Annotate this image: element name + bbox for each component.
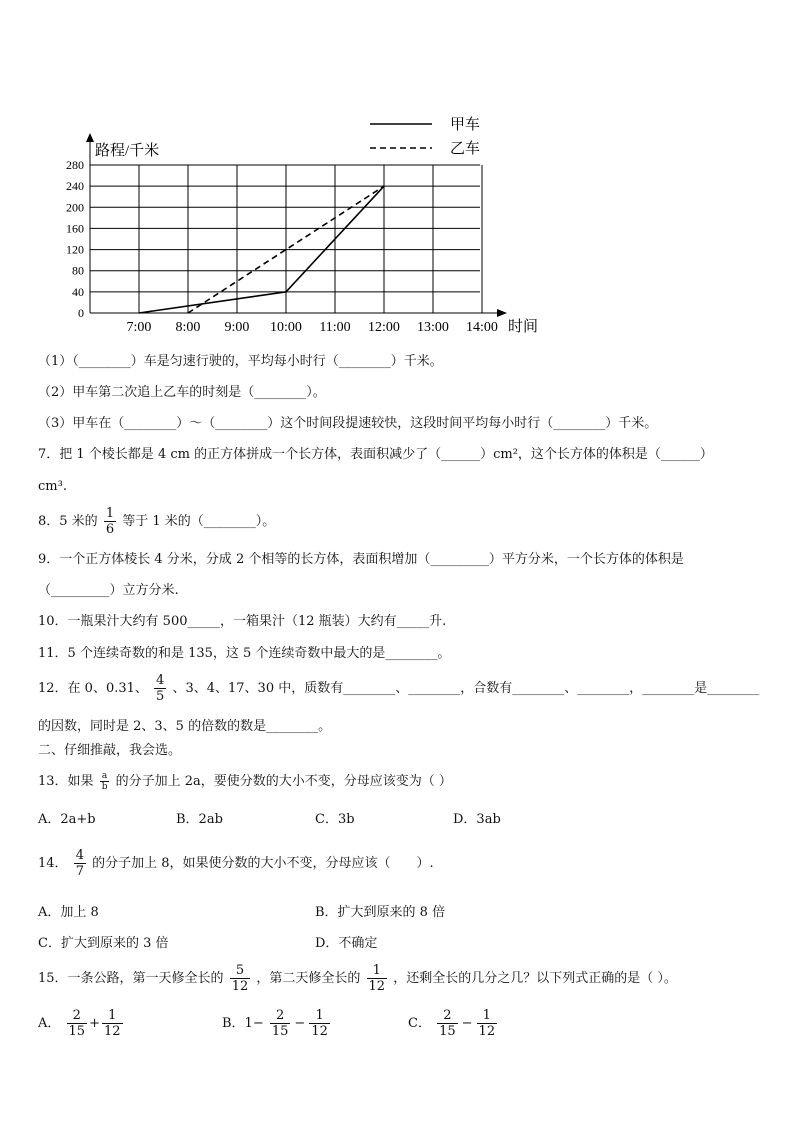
q15-mid: ，第二天修全长的 (256, 971, 361, 986)
q6-sub1: （1）（________）车是匀速行驶的，平均每小时行（________）千米。 (38, 354, 443, 369)
q15 (38, 963, 677, 994)
x-tick-label: 9:00 (224, 320, 250, 335)
q14-option-b[interactable]: B．扩大到原来的 8 倍 (315, 905, 446, 920)
q12-line2: 的因数，同时是 2、3、5 的倍数的数是________。 (38, 719, 332, 734)
x-tick-label: 14:00 (466, 320, 498, 335)
legend-label-甲车: 甲车 (450, 117, 481, 133)
x-tick-label: 8:00 (175, 320, 201, 335)
q15-c-label: C． (408, 1016, 431, 1031)
distance-time-chart (0, 0, 794, 345)
legend-label-乙车: 乙车 (450, 141, 481, 157)
y-tick-label: 80 (72, 263, 84, 278)
q15-c-f2-numerator: 1 (477, 1008, 498, 1024)
q13-option-c[interactable]: C．3b (315, 812, 355, 827)
q15-b-fraction-1 (270, 1008, 291, 1039)
q15-a-operator: + (89, 1016, 100, 1031)
y-axis-arrow (86, 133, 94, 142)
y-tick-label: 0 (78, 306, 84, 320)
q8 (38, 506, 275, 537)
q14-fraction (74, 848, 86, 879)
q8-numerator: 1 (105, 506, 115, 521)
q12-pre: 12．在 0、0.31、 (38, 681, 148, 696)
q12-post: 、3、4、17、30 中，质数有________、________，合数有________、________，________是________ (172, 681, 760, 696)
q15-option-b[interactable] (222, 1008, 332, 1039)
y-tick-label: 280 (66, 158, 84, 172)
q15-post: ，还剩全长的几分之几？以下列式正确的是（ ）。 (393, 971, 677, 986)
q15-a-f2-denominator: 12 (103, 1024, 121, 1039)
q14-option-d[interactable]: D．不确定 (315, 936, 378, 951)
q8-fraction (104, 506, 116, 537)
q8-denominator: 6 (105, 522, 115, 537)
q14 (38, 848, 434, 879)
q14-option-c[interactable]: C．扩大到原来的 3 倍 (38, 936, 169, 951)
q14-option-a[interactable]: A．加上 8 (38, 905, 99, 920)
q14-pre: 14． (38, 856, 68, 871)
q14-denominator: 7 (75, 864, 84, 879)
q14-numerator: 4 (75, 848, 84, 863)
q13-pre: 13．如果 (38, 774, 94, 789)
q15-a-f1-denominator: 15 (68, 1024, 86, 1039)
q15-b-f1-numerator: 2 (270, 1008, 291, 1024)
q8-post: 等于 1 米的（________）。 (122, 514, 276, 529)
q15-b-operator: − (294, 1016, 306, 1031)
q15-fraction-1 (230, 963, 251, 994)
y-tick-label: 200 (66, 200, 84, 215)
q15-fraction-2 (367, 963, 388, 994)
q13 (38, 771, 452, 792)
q15-a-f2-numerator: 1 (102, 1008, 123, 1024)
q15-a-f1-numerator: 2 (67, 1008, 88, 1024)
x-tick-label: 10:00 (270, 320, 302, 335)
x-tick-label: 13:00 (417, 320, 449, 335)
section2-heading: 二、仔细推敲，我会选。 (38, 743, 182, 758)
q15-b-label: B．1− (222, 1016, 264, 1031)
x-axis-label: 时间 (508, 319, 539, 335)
q15-b-f2-denominator: 12 (311, 1024, 328, 1039)
q8-pre: 8．5 米的 (38, 514, 98, 529)
q13-option-d[interactable]: D．3ab (453, 812, 501, 827)
q15-f1-denominator: 12 (231, 979, 249, 994)
q6-sub2: （2）甲车第二次追上乙车的时刻是（________）。 (38, 385, 326, 400)
q15-f2-numerator: 1 (367, 963, 388, 979)
q13-denominator: b (101, 782, 108, 792)
q13-fraction (100, 771, 110, 792)
q13-numerator: a (100, 771, 110, 782)
q15-c-operator: − (461, 1016, 473, 1031)
q15-c-f2-denominator: 12 (478, 1024, 496, 1039)
y-tick-label: 240 (66, 179, 84, 194)
y-tick-label: 160 (66, 221, 84, 236)
q10: 10．一瓶果汁大约有 500_____，一箱果汁（12 瓶装）大约有_____升. (38, 614, 447, 629)
x-tick-label: 12:00 (368, 320, 400, 335)
q12-fraction (154, 673, 166, 704)
q12-denominator: 5 (156, 689, 165, 704)
q15-c-fraction-2 (477, 1008, 498, 1039)
y-axis-label: 路程/千米 (95, 143, 160, 159)
q15-option-c[interactable] (408, 1008, 499, 1039)
q12-line1 (38, 673, 759, 704)
q15-c-f1-denominator: 15 (439, 1024, 456, 1039)
q9-line1: 9．一个正方体棱长 4 分米，分成 2 个相等的长方体，表面积增加（_________）平方分米，一个长方体的体积是 (38, 552, 684, 567)
q11: 11．5 个连续奇数的和是 135，这 5 个连续奇数中最大的是________。 (38, 646, 451, 661)
q15-a-fraction-2 (102, 1008, 123, 1039)
chart-grid (86, 133, 507, 317)
x-tick-label: 11:00 (319, 320, 351, 335)
q7-line2: cm³. (38, 479, 67, 494)
q6-sub3: （3）甲车在（________）～（________）这个时间段提速较快，这段时间平均每小时行（________）千米。 (38, 416, 658, 431)
x-tick-label: 7:00 (126, 320, 152, 335)
q15-b-f2-numerator: 1 (309, 1008, 330, 1024)
q15-c-fraction-1 (437, 1008, 458, 1039)
y-tick-label: 120 (66, 242, 84, 257)
q15-a-label: A． (38, 1016, 61, 1031)
q12-numerator: 4 (156, 673, 165, 688)
q15-b-fraction-2 (309, 1008, 330, 1039)
q13-post: 的分子加上 2a，要使分数的大小不变，分母应该变为（ ） (115, 774, 452, 789)
q14-post: 的分子加上 8，如果使分数的大小不变，分母应该（ ）. (92, 856, 434, 871)
chart-legend (370, 116, 480, 157)
q13-option-a[interactable]: A．2a+b (38, 812, 96, 827)
q15-f2-denominator: 12 (368, 979, 386, 994)
q15-c-f1-numerator: 2 (437, 1008, 458, 1024)
x-axis-arrow (497, 309, 507, 317)
q7-line1: 7．把 1 个棱长都是 4 cm 的正方体拼成一个长方体，表面积减少了（______）cm²，这个长方体的体积是（______） (38, 447, 713, 462)
q13-option-b[interactable]: B．2ab (176, 812, 223, 827)
q9-line2: （_________）立方分米. (38, 583, 179, 598)
q15-pre: 15．一条公路，第一天修全长的 (38, 971, 224, 986)
q15-b-f1-denominator: 15 (271, 1024, 289, 1039)
q15-a-fraction-1 (67, 1008, 88, 1039)
q15-option-a[interactable] (38, 1008, 125, 1039)
y-tick-label: 40 (72, 284, 84, 299)
q15-f1-numerator: 5 (230, 963, 251, 979)
